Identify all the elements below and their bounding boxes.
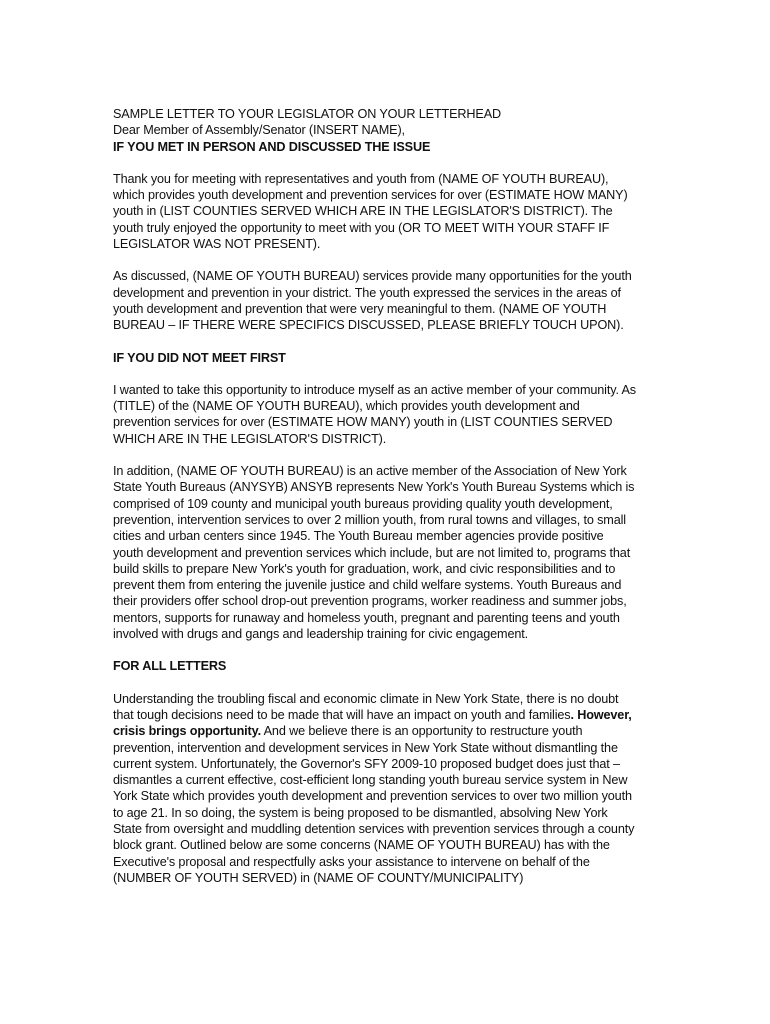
paragraph-fiscal-climate-start: Understanding the troubling fiscal and economic climate in New York State, there is no doubt that tough decisions need to be made that will have an impact on youth and families	[113, 690, 619, 722]
section-heading-met-in-person: IF YOU MET IN PERSON AND DISCUSSED THE ISSUE	[113, 138, 431, 154]
letter-title: SAMPLE LETTER TO YOUR LEGISLATOR ON YOUR LETTERHEAD	[113, 106, 502, 121]
paragraph-association: In addition, (NAME OF YOUTH BUREAU) is an active member of the Association of New York State Youth Bureaus (ANYSYB) ANSYB represents New York's Youth Bureau Systems which is comprised of 109 county and municipal youth bureaus providing quality youth development, prevention, intervention services to over 2 million youth, from rural towns and villages, to small cities and urban centers since 1945. The Youth Bureau member agencies provide positive youth development and prevention services which include, but are not limited to, programs that build skills to prepare New York's youth for graduation, work, and civic responsibilities and to prevent them from entering the juvenile justice and child welfare systems. Youth Bureaus and their providers offer school drop-out prevention programs, worker readiness and summer jobs, mentors, supports for runaway and homeless youth, pregnant and parenting teens and youth involved with drugs and gangs and leadership training for civic engagement.	[113, 463, 635, 642]
section-heading-did-not-meet: IF YOU DID NOT MEET FIRST	[113, 349, 286, 365]
paragraph-fiscal-climate-end: And we believe there is an opportunity to restructure youth prevention, intervention and development services in New York State without dismantling the current system. Unfortunately, the Governor's SFY 2009-10 proposed budget does just that – dismantles a current effective, cost-efficient long standing youth bureau service system in New York State which provides youth development and prevention services to over two million youth to age 21. In so doing, the system is being proposed to be dismantled, absolving New York State from oversight and muddling detention services with prevention services through a county block grant. Outlined below are some concerns (NAME OF YOUTH BUREAU) has with the Executive's proposal and respectfully asks your assistance to intervene on behalf of the (NUMBER OF YOUTH SERVED) in (NAME OF COUNTY/MUNICIPALITY)	[113, 723, 635, 885]
section-heading-all-letters: FOR ALL LETTERS	[113, 658, 227, 674]
paragraph-introduction: I wanted to take this opportunity to introduce myself as an active member of your community. As (TITLE) of the (NAME OF YOUTH BUREAU), which provides youth development and prevention services for over (ESTIMATE HOW MANY) youth in (LIST COUNTIES SERVED WHICH ARE IN THE LEGISLATOR'S DISTRICT).	[113, 381, 636, 446]
paragraph-as-discussed: As discussed, (NAME OF YOUTH BUREAU) services provide many opportunities for the youth development and prevention in your district. The youth expressed the services in the areas of youth development and prevention that were very meaningful to them. (NAME OF YOUTH BUREAU – IF THERE WERE SPECIFICS DISCUSSED, PLEASE BRIEFLY TOUCH UPON).	[113, 268, 632, 333]
paragraph-fiscal-climate	[113, 691, 636, 887]
paragraph-fiscal-climate-emphasis: . However, crisis brings opportunity.	[113, 706, 632, 739]
salutation: Dear Member of Assembly/Senator (INSERT NAME),	[113, 122, 405, 138]
paragraph-thank-you: Thank you for meeting with representatives and youth from (NAME OF YOUTH BUREAU), which provides youth development and prevention services for over (ESTIMATE HOW MANY) youth in (LIST COUNTIES SERVED WHICH ARE IN THE LEGISLATOR'S DISTRICT). The youth truly enjoyed the opportunity to meet with you (OR TO MEET WITH YOUR STAFF IF LEGISLATOR WAS NOT PRESENT).	[113, 170, 628, 252]
letter-page	[113, 106, 636, 902]
